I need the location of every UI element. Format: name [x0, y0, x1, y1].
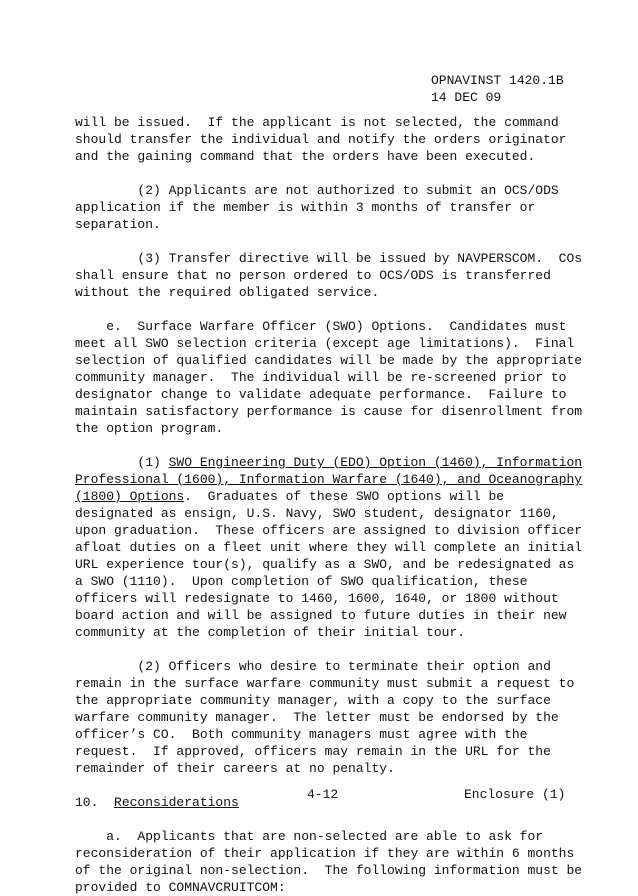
text-segment: (2) Officers who desire to terminate their option and — [75, 659, 551, 674]
text-segment: meet all SWO selection criteria (except age limitations). Final — [75, 336, 575, 351]
text-line — [75, 743, 575, 760]
text-segment: will be issued. If the applicant is not selected, the command — [75, 115, 559, 130]
text-segment: (2) Applicants are not authorized to submit an OCS/ODS — [75, 183, 559, 198]
text-line — [75, 692, 575, 709]
text-segment: afloat duties on a fleet unit where they will complete an initial — [75, 540, 583, 555]
text-line — [75, 114, 575, 131]
paragraph-gap — [75, 233, 575, 250]
text-line — [75, 148, 575, 165]
text-line — [75, 352, 583, 369]
body-text — [75, 114, 583, 896]
text-line — [75, 505, 575, 522]
text-line — [75, 216, 575, 233]
paragraph-gap — [75, 165, 575, 182]
paragraph-gap — [75, 641, 575, 658]
text-line — [75, 879, 575, 896]
paragraph — [75, 318, 583, 437]
text-segment: the appropriate community manager, with a copy to the surface — [75, 693, 551, 708]
text-segment: board action and will be assigned to future duties in their new — [75, 608, 567, 623]
text-segment: selection of qualified candidates will be made by the appropriate — [75, 353, 583, 368]
text-line — [75, 573, 575, 590]
text-segment: remain in the surface warfare community must submit a request to — [75, 676, 575, 691]
text-segment: . Graduates of these SWO options will be — [184, 489, 505, 504]
text-line — [75, 403, 583, 420]
text-segment: officers will redesignate to 1460, 1600, 1640, or 1800 without — [75, 591, 559, 606]
text-segment: designator change to validate adequate performance. Failure to — [75, 387, 567, 402]
text-segment: and the gaining command that the orders have been executed. — [75, 149, 536, 164]
text-segment: community manager. The individual will be re-screened prior to — [75, 370, 567, 385]
footer-page-number: 4-12 — [307, 787, 339, 802]
text-segment: (1) — [75, 455, 169, 470]
instruction-number: OPNAVINST 1420.1B — [431, 73, 564, 88]
paragraph-gap — [75, 301, 575, 318]
paragraph — [75, 250, 583, 301]
text-line — [75, 675, 575, 692]
underlined-text: Reconsiderations — [114, 795, 239, 810]
text-line — [75, 522, 583, 539]
text-segment: officer’s CO. Both community managers must agree with the — [75, 727, 528, 742]
underlined-text: (1800) Options — [75, 489, 185, 504]
text-line — [75, 845, 575, 862]
paragraph — [75, 182, 575, 233]
text-line — [75, 420, 575, 437]
text-segment: (3) Transfer directive will be issued by NAVPERSCOM. COs — [75, 251, 583, 266]
text-segment: the option program. — [75, 421, 224, 436]
text-line — [75, 199, 575, 216]
text-line — [75, 182, 575, 199]
text-segment: a SWO (1110). Upon completion of SWO qualification, these — [75, 574, 528, 589]
text-segment: warfare community manager. The letter must be endorsed by the — [75, 710, 559, 725]
text-segment: provided to COMNAVCRUITCOM: — [75, 880, 286, 895]
text-line — [75, 624, 575, 641]
text-segment: application if the member is within 3 months of transfer or — [75, 200, 536, 215]
paragraph-gap — [75, 811, 575, 828]
paragraph-gap — [75, 437, 575, 454]
text-segment: upon graduation. These officers are assigned to division officer — [75, 523, 583, 538]
text-segment: maintain satisfactory performance is cause for disenrollment from — [75, 404, 583, 419]
text-line — [75, 471, 583, 488]
text-line — [75, 488, 575, 505]
text-segment: a. Applicants that are non-selected are able to ask for — [75, 829, 544, 844]
text-line — [75, 760, 575, 777]
text-segment: without the required obligated service. — [75, 285, 380, 300]
text-segment: request. If approved, officers may remain in the URL for the — [75, 744, 551, 759]
text-line — [75, 267, 575, 284]
footer-enclosure: Enclosure (1) — [464, 787, 566, 802]
text-line — [75, 250, 583, 267]
paragraph — [75, 828, 583, 896]
text-line — [75, 607, 575, 624]
text-line — [75, 318, 575, 335]
text-segment: of the original non-selection. The following information must be — [75, 863, 583, 878]
text-segment: should transfer the individual and notify the orders originator — [75, 132, 567, 147]
text-line — [75, 369, 575, 386]
text-line — [75, 539, 583, 556]
text-segment: remainder of their careers at no penalty. — [75, 761, 395, 776]
underlined-text: Professional (1600), Information Warfare (1640), and Oceanography — [75, 472, 583, 487]
text-line — [75, 709, 575, 726]
paragraph — [75, 454, 583, 641]
text-segment: URL experience tour(s), qualify as a SWO, and be redesignated as — [75, 557, 575, 572]
text-line — [75, 454, 583, 471]
text-segment: designated as ensign, U.S. Navy, SWO student, designator 1160, — [75, 506, 559, 521]
text-line — [75, 131, 575, 148]
text-line — [75, 335, 575, 352]
instruction-date: 14 DEC 09 — [431, 90, 502, 105]
paragraph — [75, 658, 575, 777]
paragraph — [75, 114, 575, 165]
text-segment: reconsideration of their application if they are within 6 months — [75, 846, 575, 861]
text-segment: 10. — [75, 795, 115, 810]
text-segment: e. Surface Warfare Officer (SWO) Options. Candidates must — [75, 319, 567, 334]
underlined-text: SWO Engineering Duty (EDO) Option (1460), Information — [168, 455, 583, 470]
text-line — [75, 284, 575, 301]
text-segment: community at the completion of their initial tour. — [75, 625, 466, 640]
text-segment: separation. — [75, 217, 161, 232]
text-line — [75, 556, 575, 573]
text-line — [75, 726, 575, 743]
page-header — [431, 72, 564, 106]
text-line — [75, 828, 575, 845]
text-line — [75, 862, 583, 879]
text-line — [75, 590, 575, 607]
text-segment: shall ensure that no person ordered to OCS/ODS is transferred — [75, 268, 551, 283]
text-line — [75, 658, 575, 675]
text-line — [75, 386, 575, 403]
